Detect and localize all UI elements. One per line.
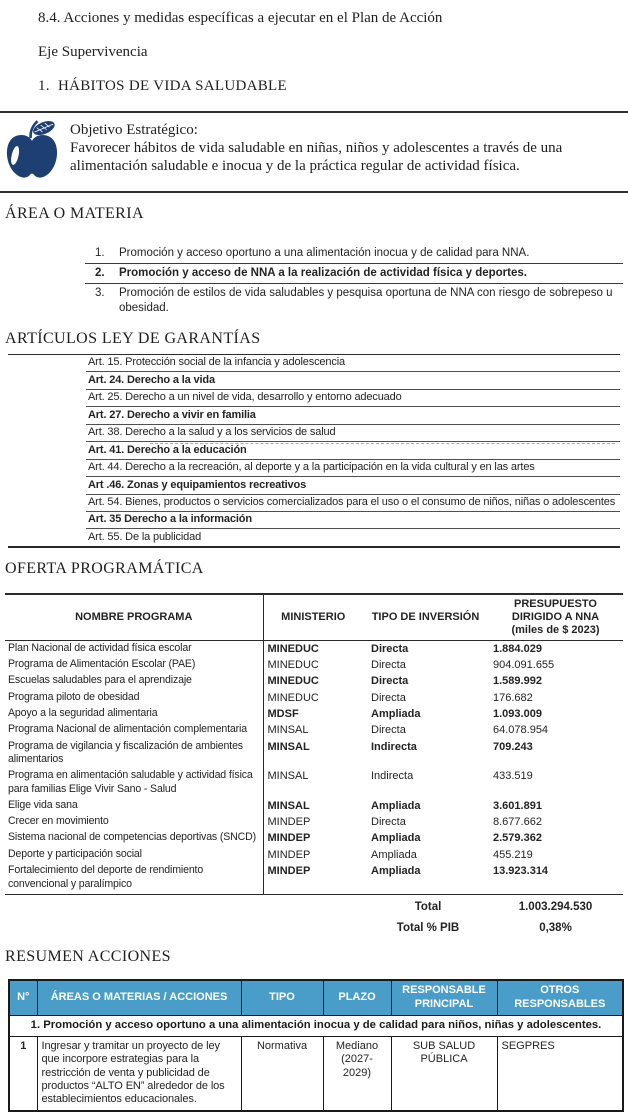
table-row bbox=[5, 657, 623, 673]
article-row: Art. 55. De la publicidad bbox=[88, 530, 202, 543]
cell-ministerio: MINEDUC bbox=[267, 659, 319, 672]
table-row bbox=[5, 814, 623, 830]
cell-presupuesto: 455.219 bbox=[493, 848, 533, 861]
total-pib-label: Total % PIB bbox=[396, 921, 460, 934]
table-row bbox=[5, 863, 623, 895]
table-row bbox=[5, 690, 623, 706]
cell-programa: Programa de vigilancia y fiscalización de ambientes alimentarios bbox=[5, 739, 263, 769]
column-header-ministerio: MINISTERIO bbox=[263, 594, 363, 640]
cell-ministerio: MINDEP bbox=[267, 848, 311, 861]
table-row bbox=[5, 706, 623, 722]
cell-tipo-inversion: Directa bbox=[371, 815, 406, 828]
cell-ministerio: MINDEP bbox=[267, 832, 311, 845]
heading-area-o-materia: ÁREA O MATERIA bbox=[5, 205, 144, 222]
oferta-table bbox=[5, 593, 623, 895]
cell-presupuesto: 1.589.992 bbox=[493, 675, 542, 688]
divider-objetivo bbox=[0, 191, 628, 193]
cell-tipo-inversion: Directa bbox=[371, 724, 406, 737]
column-header-tipo: TIPO bbox=[241, 980, 323, 1015]
cell-programa: Sistema nacional de competencias deportivas (SNCD) bbox=[5, 830, 263, 846]
area-materia-list bbox=[85, 244, 623, 318]
cell-plazo: Mediano (2027-2029) bbox=[323, 1036, 391, 1111]
list-item bbox=[85, 263, 623, 284]
cell-ministerio: MINEDUC bbox=[267, 642, 319, 655]
cell-presupuesto: 1.093.009 bbox=[493, 708, 542, 720]
resumen-header-row bbox=[9, 980, 623, 1015]
table-row bbox=[5, 847, 623, 863]
apple-icon bbox=[2, 118, 62, 182]
cell-programa: Deporte y participación social bbox=[5, 847, 263, 863]
cell-ministerio: MINSAL bbox=[267, 740, 310, 753]
cell-presupuesto: 176.682 bbox=[493, 691, 533, 704]
article-row: Art. 44. Derecho a la recreación, al deporte y a la participación en la vida cultural y en las artes bbox=[86, 460, 620, 477]
presupuesto-header-line: PRESUPUESTO bbox=[514, 597, 597, 610]
cell-ministerio: MINSAL bbox=[267, 770, 309, 783]
cell-ministerio: MINSAL bbox=[267, 724, 309, 737]
cell-tipo-inversion: Directa bbox=[371, 691, 406, 704]
cell-num: 1 bbox=[9, 1036, 37, 1111]
cell-presupuesto: 709.243 bbox=[493, 740, 533, 753]
article-row: Art. 41. Derecho a la educación bbox=[86, 442, 620, 459]
list-item-text: Promoción y acceso de NNA a la realización de actividad física y deportes. bbox=[119, 266, 527, 279]
total-value: 1.003.294.530 bbox=[518, 901, 593, 914]
totals-row bbox=[368, 900, 628, 916]
list-item-number: 2. bbox=[95, 266, 105, 279]
article-row: Art. 35 Derecho a la información bbox=[86, 512, 620, 529]
cell-presupuesto: 904.091.655 bbox=[493, 659, 555, 672]
cell-programa: Programa de Alimentación Escolar (PAE) bbox=[5, 657, 263, 673]
cell-ministerio: MINDEP bbox=[263, 863, 363, 895]
cell-tipo-inversion: Indirecta bbox=[371, 740, 417, 753]
article-row: Art. 15. Protección social de la infancia y adolescencia bbox=[86, 355, 620, 372]
list-item bbox=[85, 244, 623, 263]
presupuesto-header-lines bbox=[490, 598, 621, 637]
cell-tipo: Normativa bbox=[241, 1036, 323, 1111]
table-row bbox=[5, 798, 623, 814]
cell-presupuesto: 3.601.891 bbox=[493, 799, 542, 812]
document-page bbox=[0, 10, 628, 1112]
cell-programa: Escuelas saludables para el aprendizaje bbox=[5, 673, 263, 689]
cell-programa: Apoyo a la seguridad alimentaria bbox=[5, 706, 263, 722]
group-header-row bbox=[9, 1015, 623, 1036]
column-header-presupuesto bbox=[488, 594, 623, 640]
table-row bbox=[5, 722, 623, 738]
cell-programa: Programa en alimentación saludable y actividad física para familias Elige Vivir Sano - Salud bbox=[5, 768, 263, 798]
cell-programa: Plan Nacional de actividad física escolar bbox=[5, 640, 263, 657]
cell-ministerio: MINDEP bbox=[267, 815, 311, 828]
cell-tipo-inversion: Ampliada bbox=[371, 708, 421, 720]
total-label: Total bbox=[414, 901, 442, 914]
cell-presupuesto: 1.884.029 bbox=[493, 642, 542, 655]
objetivo-description: Favorecer hábitos de vida saludable en niñas, niños y adolescentes a través de una alimentación saludable e inocua y de la práctica regular de actividad física. bbox=[70, 140, 563, 174]
cell-tipo-inversion: Directa bbox=[371, 659, 406, 672]
total-pib-value: 0,38% bbox=[539, 921, 572, 934]
cell-tipo-inversion: Indirecta bbox=[371, 770, 414, 783]
article-row: Art. 38. Derecho a la salud y a los servicios de salud bbox=[86, 425, 620, 442]
heading-articulos: ARTÍCULOS LEY DE GARANTÍAS bbox=[5, 329, 261, 347]
column-header-responsable: RESPONSABLE PRINCIPAL bbox=[391, 980, 497, 1015]
objetivo-label: Objetivo Estratégico: bbox=[70, 122, 198, 138]
presupuesto-header-line: (miles de $ 2023) bbox=[511, 623, 600, 636]
cell-tipo-inversion: Directa bbox=[371, 642, 409, 655]
cell-responsable: SUB SALUD PÚBLICA bbox=[391, 1036, 497, 1111]
cell-tipo-inversion: Ampliada bbox=[363, 863, 488, 895]
oferta-table-body bbox=[5, 640, 623, 895]
action-row bbox=[9, 1036, 623, 1111]
table-row bbox=[5, 830, 623, 846]
column-header-plazo: PLAZO bbox=[323, 980, 391, 1015]
eje-label: Eje Supervivencia bbox=[38, 44, 148, 60]
column-header-tipo-inversion: TIPO DE INVERSIÓN bbox=[363, 594, 488, 640]
section-title: 1. HÁBITOS DE VIDA SALUDABLE bbox=[38, 78, 287, 94]
cell-presupuesto: 433.519 bbox=[493, 770, 533, 783]
table-row bbox=[5, 768, 623, 798]
list-item bbox=[85, 284, 623, 318]
cell-tipo-inversion: Ampliada bbox=[371, 848, 417, 861]
cell-programa: Programa piloto de obesidad bbox=[5, 690, 263, 706]
cell-programa: Elige vida sana bbox=[5, 798, 263, 814]
page-title: 8.4. Acciones y medidas específicas a ejecutar en el Plan de Acción bbox=[38, 10, 443, 26]
cell-tipo-inversion: Directa bbox=[371, 675, 409, 688]
cell-tipo-inversion: Ampliada bbox=[371, 832, 421, 845]
list-item-number: 3. bbox=[95, 286, 105, 299]
resumen-table-body bbox=[9, 1036, 623, 1111]
cell-otros: SEGPRES bbox=[497, 1036, 623, 1111]
cell-presupuesto: 2.579.362 bbox=[493, 832, 542, 845]
cell-programa: Crecer en movimiento bbox=[5, 814, 263, 830]
total-pib-row bbox=[368, 921, 628, 937]
column-header-num: N° bbox=[9, 980, 37, 1015]
cell-ministerio: MINSAL bbox=[267, 799, 310, 812]
articles-table bbox=[8, 354, 620, 548]
cell-presupuesto: 64.078.954 bbox=[493, 724, 549, 737]
cell-programa: Programa Nacional de alimentación complementaria bbox=[5, 722, 263, 738]
group-header-text: 1. Promoción y acceso oportuno a una alimentación inocua y de calidad para niños, niñas y adolescentes. bbox=[9, 1015, 623, 1036]
cell-programa: Fortalecimiento del deporte de rendimiento convencional y paralímpico bbox=[5, 863, 263, 895]
table-row bbox=[5, 640, 623, 657]
cell-tipo-inversion: Ampliada bbox=[371, 799, 421, 812]
article-row: Art. 24. Derecho a la vida bbox=[86, 372, 620, 389]
article-row: Art. 25. Derecho a un nivel de vida, desarrollo y entorno adecuado bbox=[86, 390, 620, 407]
article-row: Art .46. Zonas y equipamientos recreativos bbox=[86, 477, 620, 494]
objetivo-block bbox=[0, 113, 628, 191]
oferta-header-row bbox=[5, 594, 623, 640]
cell-ministerio: MINEDUC bbox=[267, 675, 319, 688]
list-item-number: 1. bbox=[95, 247, 105, 259]
resumen-table bbox=[8, 979, 624, 1111]
list-item-text: Promoción de estilos de vida saludables y pesquisa oportuna de NNA con riesgo de sobrepeso u obesidad. bbox=[119, 286, 613, 314]
column-header-otros: OTROS RESPONSABLES bbox=[497, 980, 623, 1015]
article-row: Art. 54. Bienes, productos o servicios comercializados para el uso o el consumo de niños, niñas o adolescentes bbox=[86, 495, 620, 512]
list-item-text: Promoción y acceso oportuno a una alimentación inocua y de calidad para NNA. bbox=[119, 247, 530, 259]
column-header-areas-acciones: ÁREAS O MATERIAS / ACCIONES bbox=[37, 980, 241, 1015]
presupuesto-header-line: DIRIGIDO A NNA bbox=[511, 610, 600, 623]
cell-accion: Ingresar y tramitar un proyecto de ley que incorpore estrategias para la restricción de venta y publicidad de productos “ALTO EN” alrededor de los establecimientos educacionales. bbox=[37, 1036, 241, 1111]
cell-ministerio: MINEDUC bbox=[267, 691, 319, 704]
cell-presupuesto: 8.677.662 bbox=[493, 815, 542, 828]
cell-presupuesto: 13.923.314 bbox=[488, 863, 623, 895]
heading-resumen: RESUMEN ACCIONES bbox=[5, 948, 171, 966]
heading-oferta: OFERTA PROGRAMÁTICA bbox=[5, 559, 204, 577]
article-row: Art. 27. Derecho a vivir en familia bbox=[86, 407, 620, 424]
table-row bbox=[5, 739, 623, 769]
cell-ministerio: MDSF bbox=[267, 708, 299, 720]
column-header-nombre: NOMBRE PROGRAMA bbox=[5, 594, 263, 640]
objetivo-text-block bbox=[70, 121, 624, 175]
table-row bbox=[5, 673, 623, 689]
